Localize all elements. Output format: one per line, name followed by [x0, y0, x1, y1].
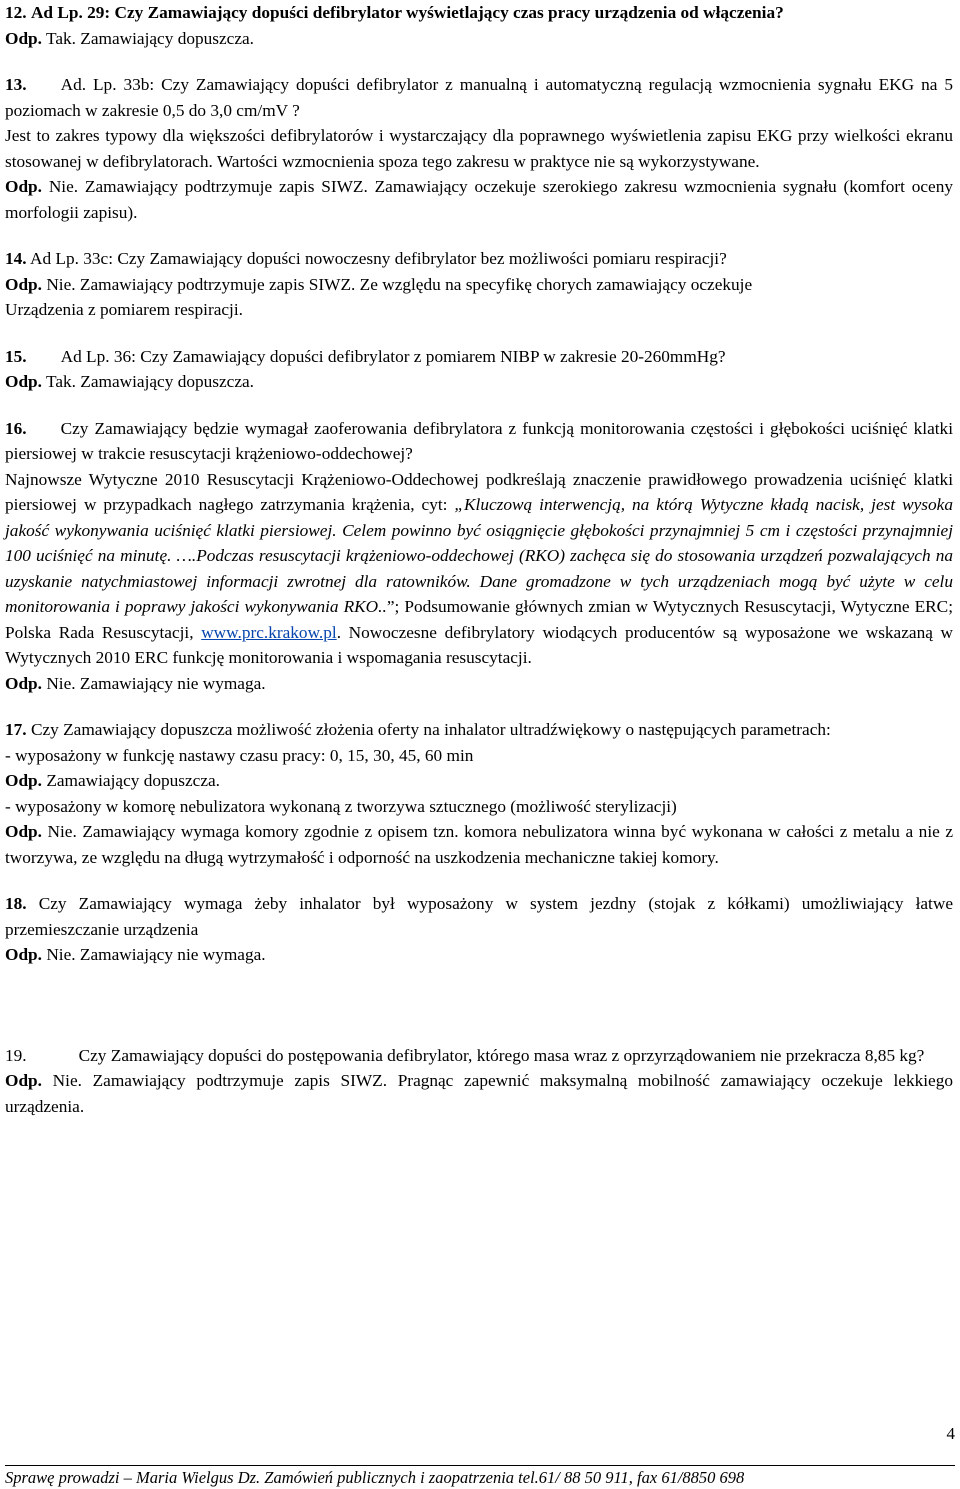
question-17-item-2: [5, 794, 953, 820]
answer-19: [5, 1068, 953, 1119]
answer-17-item-1: [5, 768, 953, 794]
answer-label: Odp.: [5, 771, 42, 790]
answer-12: [5, 26, 953, 52]
answer-label: Odp.: [5, 177, 42, 196]
question-14: [5, 246, 953, 272]
answer-13: [5, 174, 953, 225]
answer-text: Nie. Zamawiający nie wymaga.: [46, 673, 266, 693]
source-text: ”; Podsumowanie głównych zmian w Wytycznych Resuscytacji, Wytyczne ERC; Polska Rada Resuscytacji,: [5, 597, 953, 642]
body-text: Najnowsze Wytyczne 2010 Resuscytacji Krążeniowo-Oddechowej podkreślają znaczenie prawidłowego prowadzenia uciśnięć klatki piersiowej w przypadkach nagłego zatrzymania krążenia, cyt:: [5, 469, 953, 514]
prc-krakow-link[interactable]: www.prc.krakow.pl: [201, 622, 337, 642]
quote-text: „Kluczową interwencją, na którą Wytyczne kładą nacisk, jest wysoka jakość wykonywania uciśnięć klatki piersiowej. Celem powinno być osiągnięcie głębokości przynajmniej 5 cm i częstości przynajmniej 100 uciśnięć na minutę. ….Podczas resuscytacji krążeniowo-oddechowej (RKO) zachęca się do stosowania urządzeń pozwalających na uzyskanie natychmiastowej informacji zwrotnej dla ratowników. Dane gromadzone w tych urządzeniach mogą być użyte w celu monitorowania i poprawy jakości wykonywania RKO..: [5, 495, 953, 616]
answer-text-2: Urządzenia z pomiarem respiracji.: [5, 300, 243, 319]
answer-14: [5, 272, 953, 298]
answer-18: [5, 942, 953, 968]
question-15: [5, 344, 953, 370]
question-number: 13.: [5, 75, 27, 94]
question-18: [5, 891, 953, 942]
body-text-end: . Nowoczesne defibrylatory wiodących producentów są wyposażone we wskazaną w Wytycznych 2010 ERC funkcję monitorowania i wspomagania resuscytacji.: [5, 622, 953, 667]
question-17: [5, 717, 953, 743]
answer-text: Tak. Zamawiający dopuszcza.: [46, 28, 254, 48]
page-footer: Sprawę prowadzi – Maria Wielgus Dz. Zamówień publicznych i zaopatrzenia tel.61/ 88 50 911, fax 61/8850 698: [5, 1465, 955, 1488]
question-number: 14.: [5, 249, 27, 268]
answer-label: Odp.: [5, 1071, 42, 1090]
question-text: Czy Zamawiający wymaga żeby inhalator był wyposażony w system jezdny (stojak z kółkami) umożliwiający łatwe przemieszczanie urządzenia: [5, 894, 953, 939]
body-text-2: Wartości wzmocnienia spoza tego zakresu w praktyce nie są wykorzystywane.: [216, 151, 760, 171]
document-page: [5, 0, 953, 1119]
answer-text: Nie. Zamawiający podtrzymuje zapis SIWZ. Ze względu na specyfikę chorych zamawiający oczekuje: [46, 274, 753, 294]
answer-text: Nie. Zamawiający nie wymaga.: [46, 945, 266, 964]
question-number: 19.: [5, 1045, 27, 1065]
answer-text: Tak. Zamawiający dopuszcza.: [46, 372, 254, 391]
item-text: - wyposażony w funkcję nastawy czasu pracy: 0, 15, 30, 45, 60 min: [5, 745, 474, 765]
question-text: Czy Zamawiający dopuszcza możliwość złożenia oferty na inhalator ultradźwiękowy o następujących parametrach:: [30, 720, 831, 739]
answer-label: Odp.: [5, 673, 42, 693]
question-number: 12.: [5, 3, 27, 22]
question-text: Czy Zamawiający będzie wymagał zaoferowania defibrylatora z funkcją monitorowania częstości i głębokości uciśnięć klatki piersiowej w trakcie resuscytacji krążeniowo-oddechowej?: [5, 418, 953, 463]
answer-label: Odp.: [5, 28, 42, 48]
answer-text: Nie. Zamawiający podtrzymuje zapis SIWZ. Pragnąc zapewnić maksymalną mobilność zamawiający oczekuje lekkiego urządzenia.: [5, 1071, 953, 1116]
question-number: 17.: [5, 720, 27, 739]
question-12: [5, 0, 953, 26]
answer-15: [5, 369, 953, 395]
page-number: 4: [946, 1424, 955, 1443]
answer-label: Odp.: [5, 945, 42, 964]
question-text: Ad Lp. 33c: Czy Zamawiający dopuści nowoczesny defibrylator bez możliwości pomiaru respiracji?: [29, 249, 727, 268]
question-17-item-1: [5, 743, 953, 769]
question-number: 16.: [5, 418, 27, 438]
answer-text: Nie. Zamawiający wymaga komory zgodnie z opisem tzn. komora nebulizatora winna być wykonana w całości z metalu a nie z tworzywa, ze względu na długą wytrzymałość i odporność na uszkodzenia mechaniczne takiej komory.: [5, 822, 953, 867]
answer-text: Zamawiający dopuszcza.: [46, 771, 220, 790]
answer-label: Odp.: [5, 274, 42, 294]
question-number: 15.: [5, 346, 27, 366]
question-16-body: [5, 467, 953, 671]
body-text: Jest to zakres typowy dla większości defibrylatorów i wystarczający dla poprawnego wyświetlenia zapisu EKG przy wielkości ekranu stosowanej w defibrylatorach.: [5, 126, 953, 171]
question-16: [5, 416, 953, 467]
question-text: Ad Lp. 36: Czy Zamawiający dopuści defibrylator z pomiarem NIBP w zakresie 20-260mmHg?: [60, 346, 726, 366]
question-text: Ad Lp. 29: Czy Zamawiający dopuści defibrylator wyświetlający czas pracy urządzenia od włączenia?: [30, 3, 784, 22]
answer-text: Nie. Zamawiający podtrzymuje zapis SIWZ. Zamawiający oczekuje szerokiego zakresu wzmocnienia sygnału (komfort oceny morfologii zapisu).: [5, 177, 953, 222]
answer-17-item-2: [5, 819, 953, 870]
question-13-body: [5, 123, 953, 174]
answer-16: [5, 671, 953, 697]
question-text: Czy Zamawiający dopuści do postępowania defibrylator, którego masa wraz z oprzyrządowaniem nie przekracza 8,85 kg?: [78, 1045, 925, 1065]
question-19: [5, 1043, 953, 1069]
answer-14-line-2: [5, 297, 953, 323]
answer-label: Odp.: [5, 822, 42, 841]
answer-label: Odp.: [5, 372, 42, 391]
question-text: Ad. Lp. 33b: Czy Zamawiający dopuści defibrylator z manualną i automatyczną regulacją wzmocnienia sygnału EKG na 5 poziomach w zakresie 0,5 do 3,0 cm/mV ?: [5, 75, 953, 120]
item-text: - wyposażony w komorę nebulizatora wykonaną z tworzywa sztucznego (możliwość sterylizacji): [5, 796, 677, 816]
question-13: [5, 72, 953, 123]
question-number: 18.: [5, 894, 27, 913]
